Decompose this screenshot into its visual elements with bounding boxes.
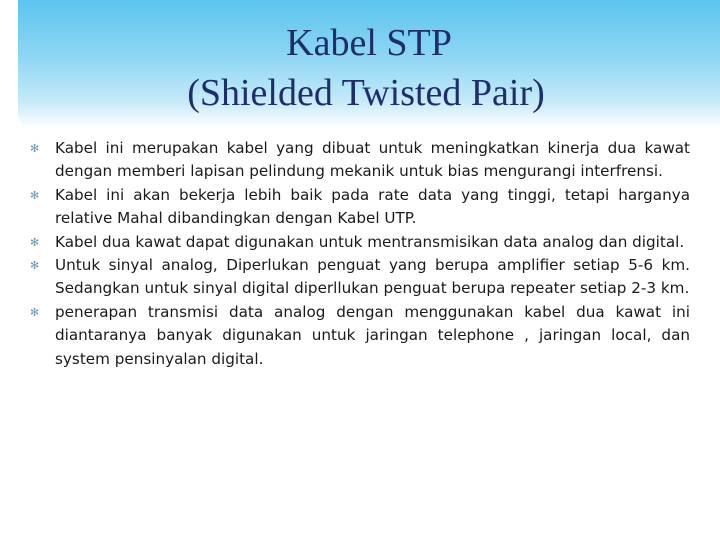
bullet-list <box>30 137 690 371</box>
slide-title-line-1: Kabel STP <box>286 22 452 64</box>
bullet-asterisk-icon: ✻ <box>30 305 40 319</box>
bullet-asterisk-icon: ✻ <box>30 259 40 273</box>
bullet-asterisk-icon: ✻ <box>30 188 40 202</box>
bullet-item <box>30 231 690 254</box>
bullet-text: Kabel ini akan bekerja lebih baik pada rate data yang tinggi, tetapi harganya relative Mahal dibandingkan dengan Kabel UTP. <box>55 185 690 228</box>
bullet-text: Untuk sinyal analog, Diperlukan penguat yang berupa amplifier setiap 5-6 km. Sedangkan untuk sinyal digital diperllukan penguat berupa repeater setiap 2-3 km. <box>55 256 690 298</box>
bullet-item <box>30 184 690 231</box>
bullet-text: Kabel ini merupakan kabel yang dibuat untuk meningkatkan kinerja dua kawat dengan memberi lapisan pelindung mekanik untuk bias mengurangi interfrensi. <box>55 139 690 181</box>
bullet-asterisk-icon: ✻ <box>30 142 40 155</box>
bullet-item <box>30 137 690 184</box>
bullet-text: penerapan transmisi data analog dengan menggunakan kabel dua kawat ini diantaranya banyak digunakan untuk jaringan telephone , jaringan local, dan system pensinyalan digital. <box>55 302 690 368</box>
slide-title <box>18 18 720 118</box>
bullet-item <box>30 254 690 301</box>
slide-title-line-2: (Shielded Twisted Pair) <box>187 72 545 114</box>
bullet-asterisk-icon: ✻ <box>30 235 40 249</box>
bullet-item <box>30 301 690 371</box>
bullet-text: Kabel dua kawat dapat digunakan untuk mentransmisikan data analog dan digital. <box>55 232 685 251</box>
